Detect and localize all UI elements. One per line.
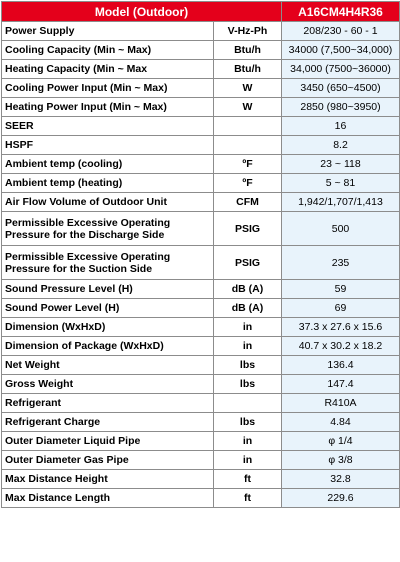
value-cell: 5 ~ 81 [282, 174, 400, 193]
param-cell: Permissible Excessive Operating Pressure for the Discharge Side [2, 212, 214, 246]
table-row [2, 41, 400, 60]
param-cell: Gross Weight [2, 375, 214, 394]
value-cell: 59 [282, 280, 400, 299]
value-cell: 69 [282, 299, 400, 318]
unit-cell: Btu/h [214, 60, 282, 79]
table-row [2, 280, 400, 299]
param-cell: Heating Capacity (Min ~ Max [2, 60, 214, 79]
param-cell: Sound Pressure Level (H) [2, 280, 214, 299]
value-cell: 32.8 [282, 470, 400, 489]
unit-cell: ºF [214, 174, 282, 193]
unit-cell: PSIG [214, 212, 282, 246]
value-cell: 34,000 (7500~36000) [282, 60, 400, 79]
table-row [2, 356, 400, 375]
table-row [2, 299, 400, 318]
table-row [2, 136, 400, 155]
table-row [2, 60, 400, 79]
param-cell: Sound Power Level (H) [2, 299, 214, 318]
value-cell: 3450 (650~4500) [282, 79, 400, 98]
unit-cell [214, 394, 282, 413]
param-cell: Outer Diameter Gas Pipe [2, 451, 214, 470]
table-row [2, 98, 400, 117]
table-row [2, 375, 400, 394]
table-row [2, 394, 400, 413]
value-cell: 8.2 [282, 136, 400, 155]
unit-cell: in [214, 451, 282, 470]
value-cell: 229.6 [282, 489, 400, 508]
spec-table [1, 1, 400, 508]
table-row [2, 193, 400, 212]
unit-cell: W [214, 79, 282, 98]
unit-cell: lbs [214, 375, 282, 394]
unit-cell [214, 117, 282, 136]
unit-cell: in [214, 432, 282, 451]
value-cell: 34000 (7,500~34,000) [282, 41, 400, 60]
table-row [2, 413, 400, 432]
table-row [2, 155, 400, 174]
unit-cell: lbs [214, 413, 282, 432]
param-cell: Max Distance Height [2, 470, 214, 489]
unit-cell: ºF [214, 155, 282, 174]
param-cell: Heating Power Input (Min ~ Max) [2, 98, 214, 117]
param-cell: Ambient temp (cooling) [2, 155, 214, 174]
value-cell: 2850 (980~3950) [282, 98, 400, 117]
value-cell: 4.84 [282, 413, 400, 432]
param-cell: Power Supply [2, 22, 214, 41]
value-cell: 40.7 x 30.2 x 18.2 [282, 337, 400, 356]
value-cell: 16 [282, 117, 400, 136]
param-cell: Outer Diameter Liquid Pipe [2, 432, 214, 451]
table-row [2, 174, 400, 193]
table-row [2, 470, 400, 489]
param-cell: Permissible Excessive Operating Pressure for the Suction Side [2, 246, 214, 280]
table-row [2, 489, 400, 508]
unit-cell: V-Hz-Ph [214, 22, 282, 41]
value-cell: 136.4 [282, 356, 400, 375]
table-row [2, 318, 400, 337]
param-cell: Ambient temp (heating) [2, 174, 214, 193]
unit-cell: in [214, 318, 282, 337]
unit-cell: W [214, 98, 282, 117]
param-cell: Dimension (WxHxD) [2, 318, 214, 337]
unit-cell [214, 136, 282, 155]
table-row [2, 337, 400, 356]
value-cell: 500 [282, 212, 400, 246]
table-row [2, 22, 400, 41]
param-cell: Net Weight [2, 356, 214, 375]
table-row [2, 79, 400, 98]
param-cell: Air Flow Volume of Outdoor Unit [2, 193, 214, 212]
unit-cell: lbs [214, 356, 282, 375]
value-cell: 208/230 - 60 - 1 [282, 22, 400, 41]
unit-cell: dB (A) [214, 299, 282, 318]
table-row [2, 117, 400, 136]
value-cell: φ 1/4 [282, 432, 400, 451]
value-cell: 1,942/1,707/1,413 [282, 193, 400, 212]
header-row [2, 2, 400, 22]
table-row [2, 432, 400, 451]
unit-cell: dB (A) [214, 280, 282, 299]
unit-cell: in [214, 337, 282, 356]
unit-cell: Btu/h [214, 41, 282, 60]
value-cell: 147.4 [282, 375, 400, 394]
param-cell: Cooling Capacity (Min ~ Max) [2, 41, 214, 60]
unit-cell: CFM [214, 193, 282, 212]
param-cell: Refrigerant Charge [2, 413, 214, 432]
param-cell: HSPF [2, 136, 214, 155]
value-cell: 37.3 x 27.6 x 15.6 [282, 318, 400, 337]
table-row [2, 451, 400, 470]
param-cell: Max Distance Length [2, 489, 214, 508]
unit-cell: PSIG [214, 246, 282, 280]
param-cell: Refrigerant [2, 394, 214, 413]
unit-cell: ft [214, 470, 282, 489]
value-cell: φ 3/8 [282, 451, 400, 470]
param-cell: Dimension of Package (WxHxD) [2, 337, 214, 356]
param-cell: Cooling Power Input (Min ~ Max) [2, 79, 214, 98]
table-row [2, 212, 400, 246]
unit-cell: ft [214, 489, 282, 508]
value-cell: 235 [282, 246, 400, 280]
model-value: A16CM4H4R36 [282, 2, 400, 22]
param-cell: SEER [2, 117, 214, 136]
value-cell: R410A [282, 394, 400, 413]
value-cell: 23 ~ 118 [282, 155, 400, 174]
table-row [2, 246, 400, 280]
model-label: Model (Outdoor) [2, 2, 282, 22]
